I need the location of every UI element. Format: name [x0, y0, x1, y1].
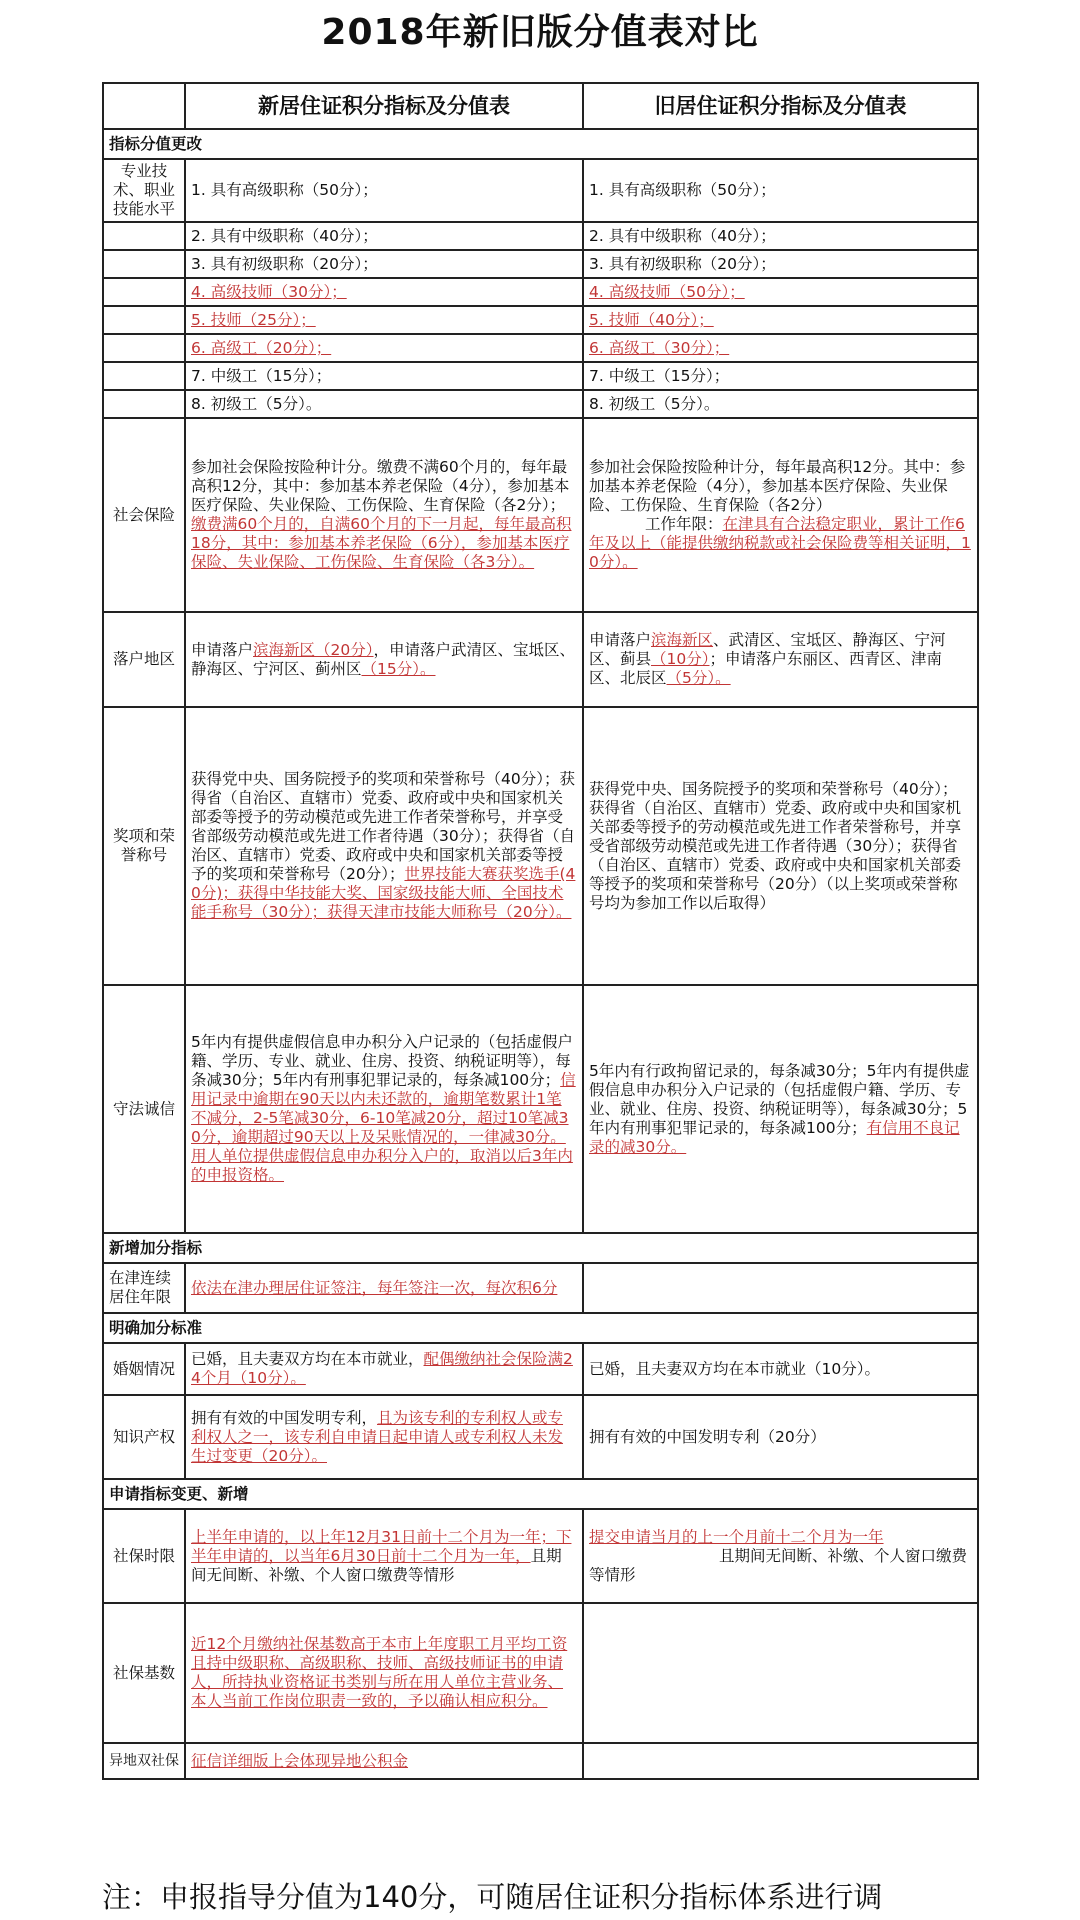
section-heading: 指标分值更改 — [103, 129, 978, 159]
footnote: 注：申报指导分值为140分，可随居住证积分指标体系进行调 — [102, 1880, 883, 1914]
table-row — [103, 1743, 978, 1779]
new-cell: 依法在津办理居住证签注，每年签注一次，每次积6分 — [185, 1263, 583, 1313]
text: 获得党中央、国务院授予的奖项和荣誉称号（40分）；获得省（自治区、直辖市）党委、政府或中央和国家机关部委等授予的劳动模范或先进工作者荣誉称号，并享受省部级劳动模范或先进工作者待遇（30分）；获得省（自治区、直辖市）党委、政府或中央和国家机关部委等授予的奖项和荣誉称号（20分）； — [191, 770, 575, 883]
new-cell — [185, 1343, 583, 1395]
highlight-text: （10分） — [651, 650, 710, 668]
old-cell: 获得党中央、国务院授予的奖项和荣誉称号（40分）；获得省（自治区、直辖市）党委、政府或中央和国家机关部委等授予的劳动模范或先进工作者荣誉称号，并享受省部级劳动模范或先进工作者待遇（30分）；获得省（自治区、直辖市）党委、政府或中央和国家机关部委等授予的奖项和荣誉称号（20分）（以上奖项或荣誉称号均为参加工作以后取得） — [583, 707, 978, 985]
page-title: 2018年新旧版分值表对比 — [321, 12, 759, 53]
category-cell: 婚姻情况 — [103, 1343, 185, 1395]
old-cell — [583, 1603, 978, 1743]
highlight-text: 缴费满60个月的，自满60个月的下一月起，每年最高积18分，其中：参加基本养老保险（6分），参加基本医疗保险、失业保险、工伤保险、生育保险（各3分）。 — [191, 515, 572, 571]
old-cell — [583, 985, 978, 1233]
new-cell-changed: 4. 高级技师（30分）； — [185, 278, 583, 306]
category-cell: 专业技术、职业技能水平 — [103, 159, 185, 222]
text: 、武清区、宝坻区、静海区、宁河区、蓟县 — [589, 631, 946, 668]
old-cell-changed: 5. 技师（40分）； — [583, 306, 978, 334]
category-cell: 社保基数 — [103, 1603, 185, 1743]
table-row — [103, 159, 978, 222]
new-cell — [185, 985, 583, 1233]
new-cell: 2. 具有中级职称（40分）； — [185, 222, 583, 250]
new-cell — [185, 612, 583, 707]
header-corner — [103, 83, 185, 129]
text: 工作年限： — [645, 515, 723, 533]
table-row — [103, 390, 978, 418]
new-cell — [185, 418, 583, 612]
category-cell: 奖项和荣誉称号 — [103, 707, 185, 985]
text: 5年内有提供虚假信息申办积分入户记录的（包括虚假户籍、学历、专业、就业、住房、投资、纳税证明等），每条减30分；5年内有刑事犯罪记录的，每条减100分； — [191, 1033, 573, 1089]
old-cell: 1. 具有高级职称（50分）； — [583, 159, 978, 222]
new-cell-changed: 5. 技师（25分）； — [185, 306, 583, 334]
table-row — [103, 306, 978, 334]
new-cell: 近12个月缴纳社保基数高于本市上年度职工月平均工资且持中级职称、高级职称、技师、高级技师证书的申请人，所持执业资格证书类别与所在用人单位主营业务、本人当前工作岗位职责一致的，予以确认相应积分。 — [185, 1603, 583, 1743]
table-row — [103, 278, 978, 306]
highlight-text: 提交申请当月的上一个月前十二个月为一年 — [589, 1527, 884, 1546]
header-old: 旧居住证积分指标及分值表 — [583, 83, 978, 129]
old-cell-changed: 6. 高级工（30分）； — [583, 334, 978, 362]
text: 且期间无间断、补缴、个人窗口缴费等情形 — [191, 1546, 562, 1584]
table-row — [103, 362, 978, 390]
table-row — [103, 1343, 978, 1395]
highlight-text: 信用记录中逾期在90天以内未还款的，逾期笔数累计1笔不减分，2-5笔减30分，6-10笔减20分，超过10笔减30分，逾期超过90天以上及呆账情况的，一律减30分。用人单位提供虚假信息申办积分入户的，取消以后3年内的申报资格。 — [191, 1071, 576, 1184]
old-cell: 2. 具有中级职称（40分）； — [583, 222, 978, 250]
category-cell: 异地双社保 — [103, 1743, 185, 1779]
new-cell: 3. 具有初级职称（20分）； — [185, 250, 583, 278]
old-cell: 8. 初级工（5分）。 — [583, 390, 978, 418]
text: 5年内有行政拘留记录的，每条减30分；5年内有提供虚假信息申办积分入户记录的（包括虚假户籍、学历、专业、就业、住房、投资、纳税证明等），每条减30分；5年内有刑事犯罪记录的，每条减100分； — [589, 1061, 970, 1137]
old-cell — [583, 1263, 978, 1313]
highlight-text: 有信用不良记录的减30分。 — [589, 1118, 960, 1156]
text: 参加社会保险按险种计分。缴费不满60个月的，每年最高积12分，其中：参加基本养老保险（4分），参加基本医疗保险、失业保险、工伤保险、生育保险（各2分）； — [191, 458, 570, 514]
section-heading: 新增加分指标 — [103, 1233, 978, 1263]
old-cell: 已婚，且夫妻双方均在本市就业（10分）。 — [583, 1343, 978, 1395]
old-cell: 3. 具有初级职称（20分）； — [583, 250, 978, 278]
old-cell: 7. 中级工（15分）； — [583, 362, 978, 390]
highlight-text: 配偶缴纳社会保险满24个月（10分）。 — [191, 1350, 573, 1387]
table-row — [103, 222, 978, 250]
old-cell: 拥有有效的中国发明专利（20分） — [583, 1395, 978, 1479]
table-row — [103, 1509, 978, 1603]
table-row — [103, 707, 978, 985]
old-cell — [583, 1743, 978, 1779]
text: 拥有有效的中国发明专利， — [191, 1408, 378, 1427]
table-row — [103, 250, 978, 278]
category-cell: 社保时限 — [103, 1509, 185, 1603]
table-row — [103, 985, 978, 1233]
highlight-text: （5分）。 — [666, 669, 731, 687]
highlight-text: 滨海新区（20分） — [253, 640, 374, 659]
text: ，申请落户武清区、宝坻区、静海区、宁河区、蓟州区 — [191, 640, 576, 678]
new-cell — [185, 1395, 583, 1479]
highlight-text: 滨海新区 — [651, 631, 714, 649]
comparison-table — [102, 82, 979, 1780]
section-heading: 申请指标变更、新增 — [103, 1479, 978, 1509]
category-cell: 在津连续居住年限 — [103, 1263, 185, 1313]
highlight-text: （15分）。 — [361, 659, 436, 678]
highlight-text: 在津具有合法稳定职业，累计工作6年及以上（能提供缴纳税款或社会保险费等相关证明，10分）。 — [589, 515, 971, 571]
new-cell — [185, 707, 583, 985]
table-row — [103, 418, 978, 612]
category-cell: 社会保险 — [103, 418, 185, 612]
new-cell: 1. 具有高级职称（50分）； — [185, 159, 583, 222]
new-cell-changed: 6. 高级工（20分）； — [185, 334, 583, 362]
table-row — [103, 1603, 978, 1743]
new-cell: 征信详细版上会体现异地公积金 — [185, 1743, 583, 1779]
text: 且期间无间断、补缴、个人窗口缴费等情形 — [589, 1546, 968, 1584]
old-cell — [583, 1509, 978, 1603]
highlight-text: 世界技能大赛获奖选手(40分)；获得中华技能大奖、国家级技能大师、全国技术能手称号（30分）；获得天津市技能大师称号（20分）。 — [191, 865, 576, 921]
header-new: 新居住证积分指标及分值表 — [185, 83, 583, 129]
category-cell: 落户地区 — [103, 612, 185, 707]
highlight-text: 上半年申请的，以上年12月31日前十二个月为一年；下半年申请的，以当年6月30日前十二个月为一年， — [191, 1527, 572, 1565]
table-row — [103, 1263, 978, 1313]
table-row — [103, 612, 978, 707]
old-cell — [583, 418, 978, 612]
category-cell: 守法诚信 — [103, 985, 185, 1233]
text: 已婚，且夫妻双方均在本市就业， — [191, 1350, 424, 1368]
new-cell — [185, 1509, 583, 1603]
table-row — [103, 1395, 978, 1479]
new-cell: 8. 初级工（5分）。 — [185, 390, 583, 418]
category-cell: 知识产权 — [103, 1395, 185, 1479]
section-heading: 明确加分标准 — [103, 1313, 978, 1343]
text: 申请落户 — [589, 631, 652, 649]
old-cell-changed: 4. 高级技师（50分）； — [583, 278, 978, 306]
text: ；申请落户东丽区、西青区、津南区、北辰区 — [589, 650, 943, 687]
old-cell — [583, 612, 978, 707]
table-row — [103, 334, 978, 362]
text: 申请落户 — [191, 640, 254, 659]
text: 参加社会保险按险种计分，每年最高积12分。其中：参加基本养老保险（4分），参加基本医疗保险、失业保险、工伤保险、生育保险（各2分） — [589, 458, 966, 514]
highlight-text: 且为该专利的专利权人或专利权人之一，该专利自申请日起申请人或专利权人未发生过变更（20分）。 — [191, 1408, 564, 1465]
new-cell: 7. 中级工（15分）； — [185, 362, 583, 390]
table-header-row — [103, 83, 978, 129]
